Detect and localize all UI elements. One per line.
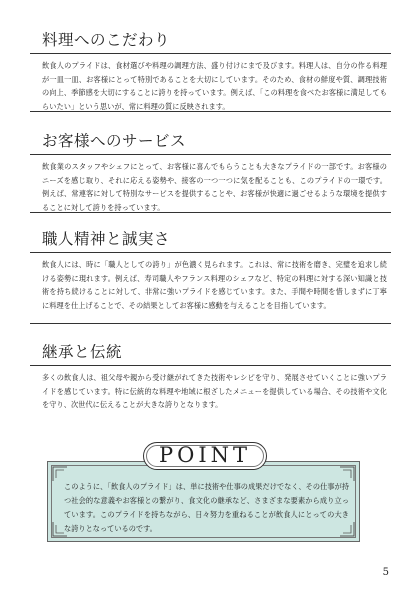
- section-divider: [30, 212, 391, 213]
- section-body: 飲食業のスタッフやシェフにとって、お客様に喜んでもらうことも大きなプライドの一部です。お客様のニーズを感じ取り、それに応える姿勢や、接客の一つ一つに気を配ることも、このプライドの一環です。例えば、常連客に対して特別なサービスを提供することや、お客様が快適に過ごせるような環境を提供することに対して誇りを持っています。: [42, 162, 387, 212]
- point-text: このように、「飲食人のプライド」は、単に技術や仕事の成果だけでなく、その仕事が持つ社会的な意義やお客様との繋がり、食文化の継承など、さまざまな要素から成り立っています。このプライドを持ちながら、日々努力を重ねることが飲食人にとっての大きな誇りとなっているのです。: [64, 482, 349, 533]
- section-tradition: [30, 342, 391, 412]
- section-craftsmanship: [30, 229, 391, 312]
- section-heading: お客様へのサービス: [30, 131, 391, 155]
- section-heading: 継承と伝統: [30, 342, 391, 366]
- point-box: [47, 461, 360, 542]
- section-body: 飲食人のプライドは、食材選びや料理の調理方法、盛り付けにまで及びます。料理人は、自分の作る料理が一皿一皿、お客様にとって特別であることを大切にしています。そのため、食材の鮮度や質、調理技術の向上、季節感を大切にすることに誇りを持っています。例えば、「この料理を食べたお客様に満足してもらいたい」という思いが、常に料理の質に反映されます。: [42, 61, 387, 111]
- section-body: 多くの飲食人は、祖父母や親から受け継がれてきた技術やレシピを守り、発展させていくことに強いプライドを感じています。特に伝統的な料理や地域に根ざしたメニューを提供している場合、その技術や文化を守り、次世代に伝えることが大きな誇りとなります。: [42, 373, 387, 409]
- section-heading: 料理へのこだわり: [30, 30, 391, 54]
- point-label: POINT: [143, 442, 267, 470]
- section-divider: [30, 111, 391, 112]
- section-cuisine: [30, 30, 391, 113]
- section-body: 飲食人には、時に「職人としての誇り」が色濃く見られます。これは、常に技術を磨き、完璧を追求し続ける姿勢に現れます。例えば、寿司職人やフランス料理のシェフなど、特定の料理に対する深い知識と技術を持ち続けることに対して、非常に強いプライドを感じています。また、手間や時間を惜しまずに丁寧に料理を仕上げることで、その結果としてお客様に感動を与えることを目指しています。: [42, 260, 387, 310]
- page-number: 5: [382, 567, 389, 578]
- section-divider: [30, 323, 391, 324]
- section-heading: 職人精神と誠実さ: [30, 229, 391, 253]
- section-service: [30, 131, 391, 214]
